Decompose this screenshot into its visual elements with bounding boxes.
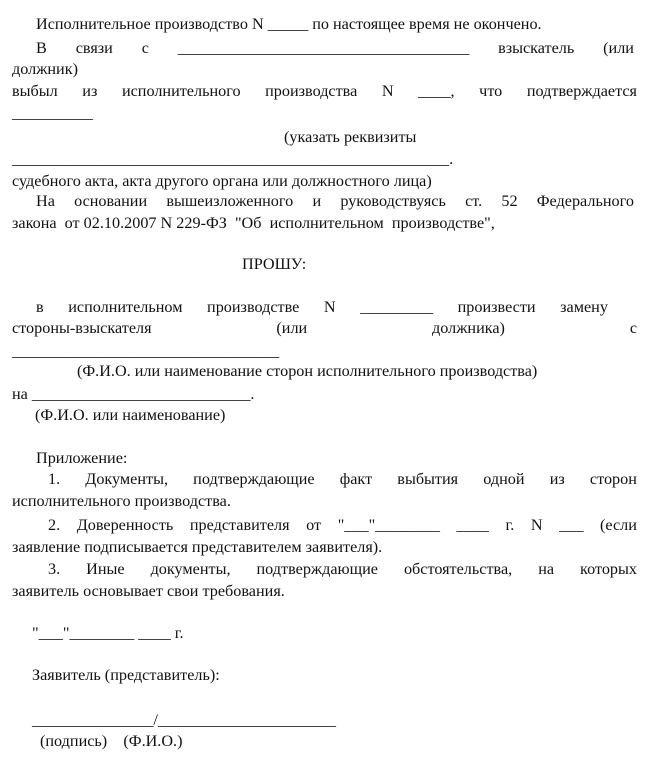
attachment-2-cont: заявление подписывается представителем заявителя). (12, 538, 383, 556)
word: от (306, 516, 322, 534)
word: должника) (432, 319, 505, 337)
word: N (381, 82, 394, 100)
word: N (323, 298, 336, 316)
word: производстве (207, 298, 300, 316)
word: которых (580, 560, 637, 578)
word: г. (505, 516, 515, 534)
word: (если (599, 516, 637, 534)
word: N (530, 516, 543, 534)
word: представителя (189, 516, 290, 534)
reason-line (36, 38, 634, 58)
word: Документы, (85, 470, 169, 488)
basis-line (36, 191, 634, 211)
word: связи (75, 39, 113, 57)
attachment-2 (48, 515, 637, 535)
word: обстоятельства, (403, 560, 513, 578)
word: ____ (456, 516, 489, 534)
word: сторон (589, 470, 637, 488)
word: выбыл (12, 82, 58, 100)
word: _________ (360, 298, 434, 316)
withdrawal-line (12, 81, 637, 101)
word: одной (483, 470, 525, 488)
word: В (36, 39, 47, 57)
word: стороны-взыскателя (12, 319, 152, 337)
word: основании (74, 192, 148, 210)
word: в (36, 298, 44, 316)
attachment-3 (48, 559, 637, 579)
attachments-title: Приложение: (36, 449, 128, 467)
word: подтверждающие (193, 470, 315, 488)
applicant-label: Заявитель (представитель): (32, 666, 220, 684)
word: произвести (457, 298, 536, 316)
word: 2. (48, 516, 61, 534)
date-line: "___"________ ____ г. (32, 624, 184, 642)
word: ____, (418, 82, 455, 100)
word: (или (603, 39, 634, 57)
word: исполнительном (68, 298, 183, 316)
word: На (36, 192, 55, 210)
party-caption: (Ф.И.О. или наименование сторон исполнительного производства) (77, 362, 538, 380)
details-caption: судебного акта, акта другого органа или должностного лица) (12, 172, 432, 190)
word: с (629, 319, 637, 337)
word: с (141, 39, 149, 57)
word: что (479, 82, 503, 100)
word: факт (339, 470, 373, 488)
word: руководствуясь (340, 192, 446, 210)
status-line: Исполнительное производство N _____ по настоящее время не окончено. (36, 15, 542, 33)
details-blank: ______________________________________________________. (12, 150, 454, 168)
word: 52 (501, 192, 518, 210)
new-party-line: на ___________________________. (12, 385, 255, 403)
replacement-line (36, 297, 608, 317)
word: подтверждающие (256, 560, 378, 578)
word: 1. (48, 470, 61, 488)
word: документы, (150, 560, 231, 578)
word: исполнительного (121, 82, 241, 100)
new-party-caption: (Ф.И.О. или наименование) (35, 406, 226, 424)
word: ____________________________________ (177, 39, 470, 57)
party-blank: _________________________________ (12, 342, 280, 360)
attachment-3-cont: заявитель основывает свои требования. (12, 582, 285, 600)
word: из (82, 82, 98, 100)
word: ст. (465, 192, 483, 210)
word: "___"________ (337, 516, 440, 534)
word: ___ (559, 516, 584, 534)
attachment-1-cont: исполнительного производства. (12, 492, 231, 510)
word: Иные (86, 560, 125, 578)
details-hint: (указать реквизиты (284, 128, 417, 146)
attachment-1 (48, 469, 637, 489)
signature-captions: (подпись) (Ф.И.О.) (40, 732, 183, 750)
word: 3. (48, 560, 61, 578)
word: замену (560, 298, 608, 316)
word: на (538, 560, 555, 578)
word: и (312, 192, 322, 210)
word: выбытия (397, 470, 459, 488)
request-heading: ПРОШУ: (242, 255, 307, 273)
word: производства (265, 82, 358, 100)
law-line: закона от 02.10.2007 N 229-ФЗ "Об исполнительном производстве", (12, 214, 495, 232)
word: подтверждается (526, 82, 637, 100)
word: из (549, 470, 565, 488)
word: взыскатель (498, 39, 575, 57)
reason-line-cont: должник) (12, 60, 78, 78)
signature-line: _______________/______________________ (32, 711, 336, 729)
blank-line: __________ (12, 104, 93, 122)
party-line (12, 318, 637, 338)
word: (или (276, 319, 308, 337)
word: Федерального (536, 192, 634, 210)
word: Доверенность (76, 516, 174, 534)
word: вышеизложенного (166, 192, 294, 210)
